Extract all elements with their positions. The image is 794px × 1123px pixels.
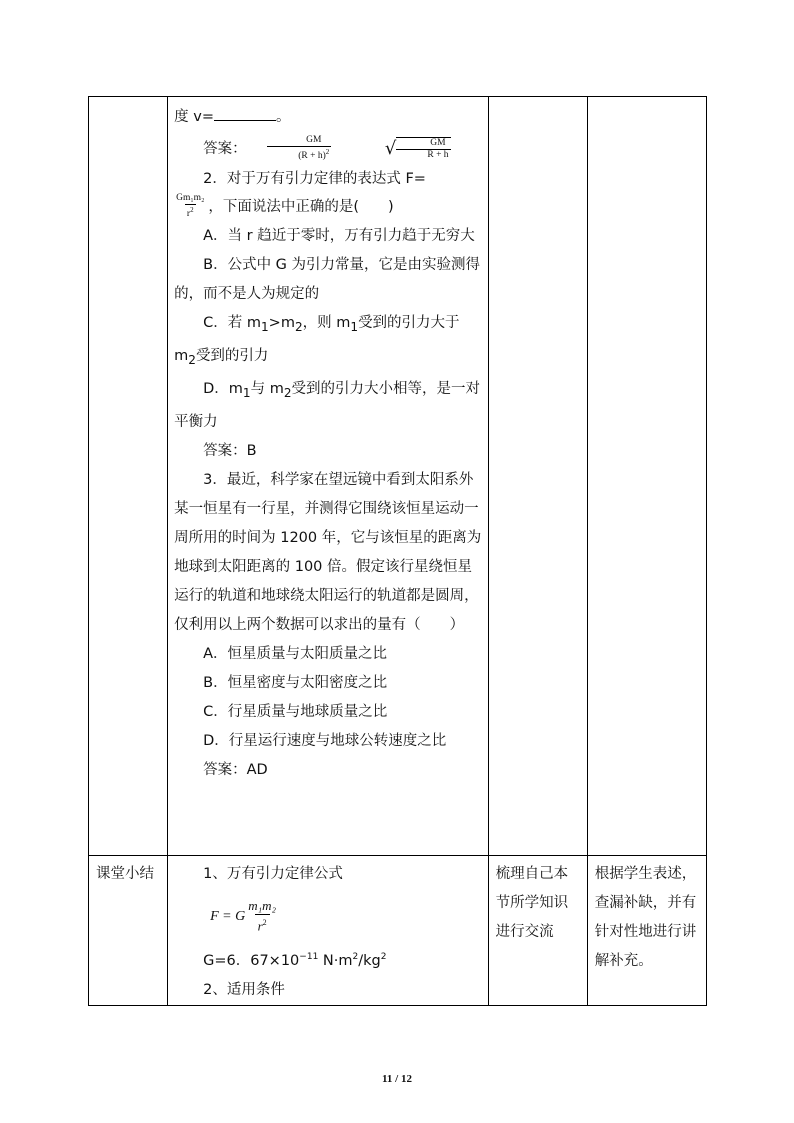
question-2-stem-cont: $\frac{\text{Gm₁m₂}}{r^2}$ ，下面说法中正确的是( ) xyxy=(176,193,394,220)
content-cell xyxy=(168,97,489,856)
gravitation-fraction: $\frac{\text{Gm₁m₂}}{r^2}$ xyxy=(176,193,205,220)
summary-item-1: 1、万有引力定律公式 xyxy=(203,866,343,882)
answer-sqrt: √ $\frac{GM}{R + h}$ xyxy=(356,137,453,161)
stage-cell-empty xyxy=(89,97,168,856)
teacher-cell-empty xyxy=(587,97,706,856)
page-number: 11 / 12 xyxy=(382,1073,412,1085)
table-row xyxy=(89,856,707,1006)
option-2b: B．公式中 G 为引力常量，它是由实验测得的，而不是人为规定的 xyxy=(174,257,481,302)
student-activity-text: 梳理自己本节所学知识进行交流 xyxy=(495,866,569,940)
student-cell-empty xyxy=(488,97,587,856)
speed-question-line: 度 v= 。 xyxy=(174,103,482,132)
answer-2: 答案：B xyxy=(203,442,257,459)
option-3d: D．行星运行速度与地球公转速度之比 xyxy=(203,732,447,749)
question-3-stem: 3．最近，科学家在望远镜中看到太阳系外某一恒星有一行星，并测得它围绕该恒星运动一周所用的时间为 1200 年，它与该恒星的距离为地球到太阳距离的 100 倍。假定该行星绕恒星运行的轨道和地球绕太阳运行的轨道都是圆周，仅利用以上两个数据可以求出的量有（ ） xyxy=(174,471,482,633)
gravitational-constant: G=6．$67\times 10^{-11}$ $N\cdot m^2/kg^2$ xyxy=(203,952,387,969)
option-2c: C．若 $m_1>m_2$，则 $m_1$受到的引力大于 $m_2$受到的引力 xyxy=(174,315,460,367)
sqrt-sign-icon: √ xyxy=(384,138,397,159)
option-3a: A．恒星质量与太阳质量之比 xyxy=(203,645,388,662)
summary-cell xyxy=(168,856,489,1006)
option-2d: D．$m_1$与 $m_2$受到的引力大小相等，是一对平衡力 xyxy=(174,380,481,430)
answer-blank xyxy=(214,106,276,121)
question-2-stem: 2．对于万有引力定律的表达式 F= xyxy=(203,171,426,187)
student-activity-cell xyxy=(488,856,587,1006)
section-label: 课堂小结 xyxy=(96,866,154,882)
option-3b: B．恒星密度与太阳密度之比 xyxy=(203,674,388,691)
stage-cell xyxy=(89,856,168,1006)
answer-1: 答案： $\frac{GM}{(R + h)^2}$ √ $\frac{GM}{R + h}$ xyxy=(174,132,482,166)
teacher-activity-cell xyxy=(587,856,706,1006)
answer-fraction-1: $\frac{GM}{(R + h)^2}$ xyxy=(267,135,331,162)
option-2a: A．当 r 趋近于零时，万有引力趋于无穷大 xyxy=(203,228,475,244)
option-3c: C．行星质量与地球质量之比 xyxy=(203,703,388,720)
summary-item-2: 2、适用条件 xyxy=(203,981,285,998)
gravitation-formula: F = G m₁m₂ $r^2$ xyxy=(210,897,277,934)
teacher-activity-text: 根据学生表述，查漏补缺，并有针对性地进行讲解补充。 xyxy=(594,866,697,969)
table-row xyxy=(89,97,707,856)
lesson-plan-table xyxy=(88,96,707,1006)
answer-3: 答案：AD xyxy=(203,761,268,778)
